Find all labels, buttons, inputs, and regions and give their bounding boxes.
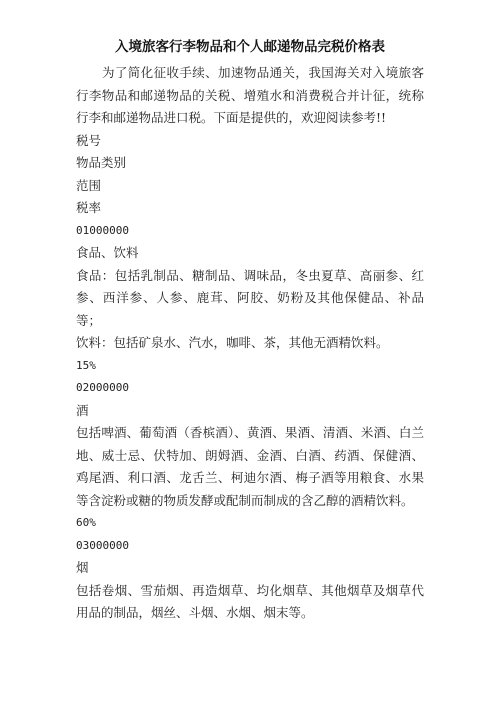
header-category: 物品类别	[76, 155, 127, 170]
header-rate: 税率	[76, 200, 102, 215]
item-category: 食品、饮料	[76, 245, 139, 260]
item-scope: 饮料：包括矿泉水、汽水，咖啡、茶，其他无酒精饮料。	[76, 335, 389, 350]
header-scope: 范围	[76, 177, 102, 193]
intro-paragraph: 为了简化征收手续、加速物品通关，我国海关对入境旅客行李物品和邮递物品的关税、增殖水和消费税合并计征，统称行李和邮递物品进口税。下面是提供的，欢迎阅读参考!!	[76, 65, 424, 125]
item-code: 01000000	[76, 223, 129, 237]
item-scope: 食品：包括乳制品、糖制品、调味品，冬虫夏草、高丽参、红参、西洋参、人参、鹿茸、阿胶、奶粉及其他保健品、补品等；	[76, 267, 424, 328]
document-title: 入境旅客行李物品和个人邮递物品完税价格表	[115, 39, 385, 55]
item-scope: 包括卷烟、雪茄烟、再造烟草、均化烟草、其他烟草及烟草代用品的制品，烟丝、斗烟、水烟、烟末等。	[76, 582, 424, 620]
item-rate: 60%	[76, 516, 96, 529]
item-scope: 包括啤酒、葡萄酒（香槟酒）、黄酒、果酒、清酒、米酒、白兰地、威士忌、伏特加、朗姆酒、金酒、白酒、药酒、保健酒、鸡尾酒、利口酒、龙舌兰、柯迪尔酒、梅子酒等用粮食、水果等含淀粉或糖的物质发酵或配制而制成的含乙醇的酒精饮料。	[76, 425, 424, 508]
item-code: 02000000	[76, 381, 129, 394]
item-rate: 15%	[76, 358, 96, 372]
item-code: 03000000	[76, 538, 129, 552]
header-tax-code: 税号	[76, 132, 102, 148]
item-category: 酒	[76, 402, 89, 418]
item-category: 烟	[76, 560, 89, 575]
